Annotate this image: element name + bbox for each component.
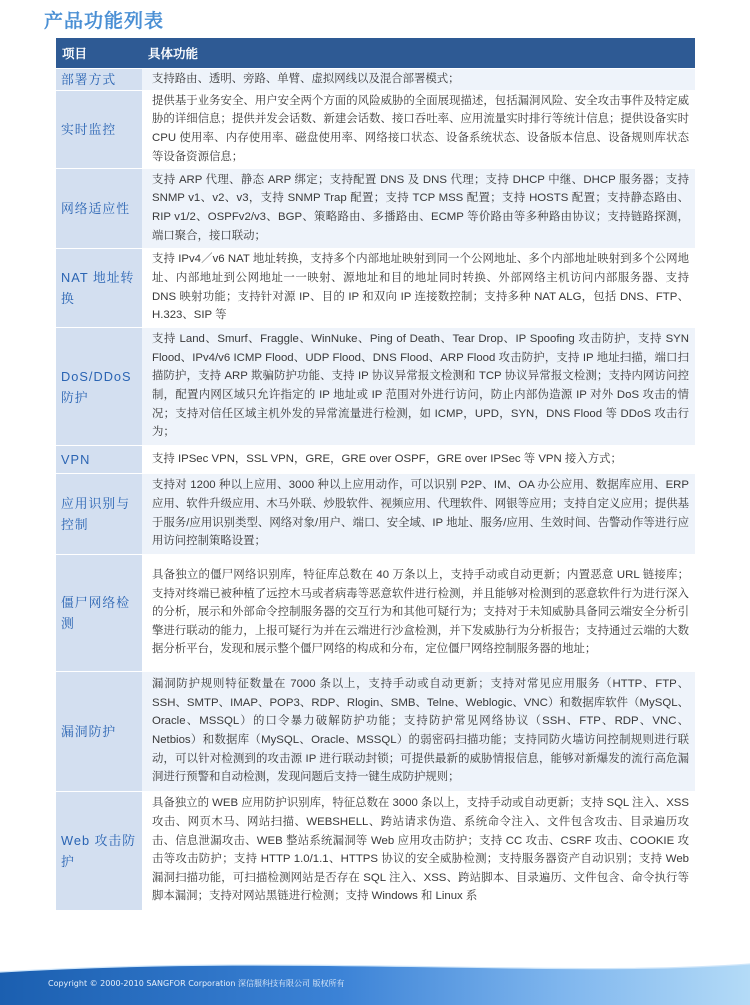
- row-item: 漏洞防护: [56, 672, 142, 792]
- row-feature: 支持路由、透明、旁路、单臂、虚拟网线以及混合部署模式；: [142, 69, 695, 91]
- row-item: 僵尸网络检测: [56, 555, 142, 672]
- header-feature: 具体功能: [142, 38, 695, 69]
- row-item: NAT 地址转换: [56, 249, 142, 328]
- row-feature: 具备独立的僵尸网络识别库，特征库总数在 40 万条以上，支持手动或自动更新；内置恶意 URL 链接库；支持对终端已被种植了远控木马或者病毒等恶意软件进行检测，并且能够对检测到的恶意软件行为进行深入的分析，展示和外部命令控制服务器的交互行为和其他可疑行为；支持对于未知威胁具备同云端安全分析引擎进行联动的能力，上报可疑行为并在云端进行沙盒检测，并下发威胁行为分析报告；支持通过云端的大数据分析平台，发现和展示整个僵尸网络的构成和分布，定位僵尸网络控制服务器的地址；: [142, 555, 695, 672]
- row-feature: 漏洞防护规则特征数量在 7000 条以上，支持手动或自动更新；支持对常见应用服务（HTTP、FTP、SSH、SMTP、IMAP、POP3、RDP、Rlogin、SMB、Telne、Weblogic、VNC）和数据库软件（MySQL、Oracle、MSSQL）的口令暴力破解防护功能；支持防护常见网络协议（SSH、FTP、RDP、VNC、Netbios）和数据库（MySQL、Oracle、MSSQL）的弱密码扫描功能；支持同防火墙访问控制规则进行联动，可以针对检测到的攻击源 IP 进行联动封锁；可提供最新的威胁情报信息，能够对新爆发的流行高危漏洞进行预警和自动检测，发现问题后支持一键生成防护规则；: [142, 672, 695, 792]
- row-item: DoS/DDoS 防护: [56, 328, 142, 446]
- row-item: 应用识别与控制: [56, 474, 142, 555]
- table-row: [56, 555, 695, 672]
- row-item: 实时监控: [56, 91, 142, 169]
- feature-table: [56, 38, 695, 910]
- row-item: 网络适应性: [56, 169, 142, 249]
- table-row: [56, 91, 695, 169]
- footer-copyright: Copyright © 2000-2010 SANGFOR Corporation 深信服科技有限公司 版权所有: [48, 979, 345, 988]
- table-row: [56, 169, 695, 249]
- footer-band: [0, 958, 750, 1005]
- row-feature: 支持 IPv4／v6 NAT 地址转换，支持多个内部地址映射到同一个公网地址、多个内部地址映射到多个公网地址、内部地址到公网地址一一映射、源地址和目的地址同时转换、外部网络主机访问内部服务器、支持 DNS 映射功能；支持针对源 IP、目的 IP 和双向 IP 连接数控制；支持多种 NAT ALG，包括 DNS、FTP、H.323、SIP 等: [142, 249, 695, 328]
- row-item: VPN: [56, 446, 142, 474]
- row-feature: 提供基于业务安全、用户安全两个方面的风险威胁的全面展现描述，包括漏洞风险、安全攻击事件及特定威胁的详细信息；提供并发会话数、新建会话数、接口吞吐率、应用流量实时排行等统计信息；提供设备实时 CPU 使用率、内存使用率、磁盘使用率、网络接口状态、设备系统状态、设备版本信息、设备规则库状态等设备资源信息；: [142, 91, 695, 169]
- row-feature: 具备独立的 WEB 应用防护识别库，特征总数在 3000 条以上，支持手动或自动更新；支持 SQL 注入、XSS 攻击、网页木马、网站扫描、WEBSHELL、跨站请求伪造、系统命令注入、文件包含攻击、目录遍历攻击、信息泄漏攻击、WEB 整站系统漏洞等 Web 应用攻击防护；支持 CC 攻击、CSRF 攻击、COOKIE 攻击等攻击防护；支持 HTTP 1.0/1.1、HTTPS 协议的安全威胁检测；支持服务器资产自动识别；支持 Web 漏洞扫描功能，可扫描检测网站是否存在 SQL 注入、XSS、跨站脚本、目录遍历、文件包含、命令执行等脚本漏洞；支持对网站黑链进行检测；支持 Windows 和 Linux 系: [142, 792, 695, 910]
- table-row: [56, 69, 695, 91]
- row-item: Web 攻击防护: [56, 792, 142, 910]
- table-row: [56, 672, 695, 792]
- table-header-row: [56, 38, 695, 69]
- table-row: [56, 249, 695, 328]
- table-row: [56, 792, 695, 910]
- row-feature: 支持 ARP 代理、静态 ARP 绑定；支持配置 DNS 及 DNS 代理；支持 DHCP 中继、DHCP 服务器；支持 SNMP v1、v2、v3，支持 SNMP Trap 配置；支持 TCP MSS 配置；支持 HOSTS 配置；支持静态路由、RIP v1/2、OSPFv2/v3、BGP、策略路由、多播路由、ECMP 等价路由等多种路由协议；支持链路探测，端口聚合，接口联动；: [142, 169, 695, 249]
- row-feature: 支持对 1200 种以上应用、3000 种以上应用动作，可以识别 P2P、IM、OA 办公应用、数据库应用、ERP 应用、软件升级应用、木马外联、炒股软件、视频应用、代理软件、网银等应用；支持自定义应用；提供基于服务/应用识别类型、网络对象/用户、端口、安全域、IP 地址、服务/应用、生效时间、告警动作等进行应用访问控制策略设置；: [142, 474, 695, 555]
- footer-wave: [0, 958, 750, 980]
- header-item: 项目: [56, 38, 142, 69]
- page-title: 产品功能列表: [44, 11, 165, 32]
- row-item: 部署方式: [56, 69, 142, 91]
- table-row: [56, 328, 695, 446]
- table-row: [56, 474, 695, 555]
- row-feature: 支持 IPSec VPN，SSL VPN，GRE，GRE over OSPF，GRE over IPSec 等 VPN 接入方式；: [142, 446, 695, 474]
- table-row: [56, 446, 695, 474]
- row-feature: 支持 Land、Smurf、Fraggle、WinNuke、Ping of Death、Tear Drop、IP Spoofing 攻击防护，支持 SYN Flood、IPv4/v6 ICMP Flood、UDP Flood、DNS Flood、ARP Flood 攻击防护，支持 IP 地址扫描，端口扫描防护，支持 ARP 欺骗防护功能、支持 IP 协议异常报文检测和 TCP 协议异常报文检测；支持内网访问控制，配置内网区域只允许指定的 IP 地址或 IP 范围对外进行访问，防止内部伪造源 IP 对外 DoS 攻击的情况；支持对信任区域主机外发的异常流量进行检测，如 ICMP，UPD，SYN，DNS Flood 等 DDoS 攻击行为；: [142, 328, 695, 446]
